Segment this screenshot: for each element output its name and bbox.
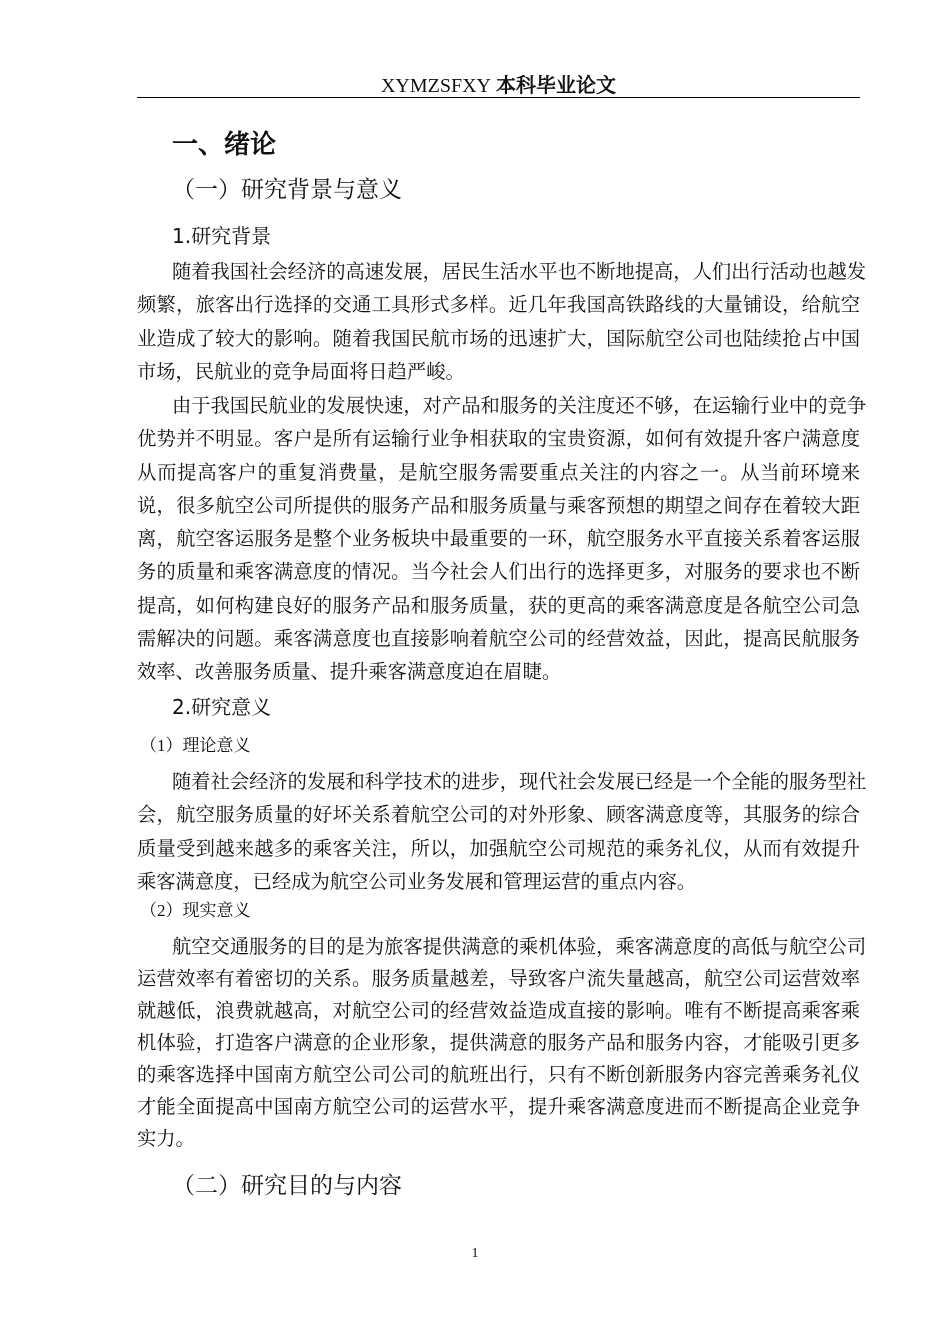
paragraph-background-2 — [137, 390, 867, 690]
text-line: 从而提高客户的重复消费量，是航空服务需要重点关注的内容之一。从当前环境来 — [137, 462, 860, 484]
text-line: 业造成了较大的影响。随着我国民航市场的迅速扩大，国际航空公司也陆续抢占中国 — [137, 328, 860, 350]
text-line: 航空交通服务的目的是为旅客提供满意的乘机体验，乘客满意度的高低与航空公司 — [172, 937, 867, 958]
text-line: 优势并不明显。客户是所有运输行业争相获取的宝贵资源，如何有效提升客户满意度 — [137, 429, 860, 451]
header-title: 本科毕业论文 — [496, 73, 617, 97]
text-line: 就越低，浪费就越高，对航空公司的经营效益造成直接的影响。唯有不断提高乘客乘 — [137, 1001, 860, 1022]
text-line: 市场，民航业的竞争局面将日趋严峻。 — [137, 361, 465, 383]
text-line: 由于我国民航业的发展快速，对产品和服务的关注度还不够，在运输行业中的竞争 — [172, 396, 867, 417]
text-line: 务的质量和乘客满意度的情况。当今社会人们出行的选择更多，对服务的要求也不断 — [137, 562, 860, 584]
chapter-heading: 一、绪论 — [172, 130, 277, 160]
text-line: 才能全面提高中国南方航空公司的运营水平，提升乘客满意度进而不断提高企业竞争 — [137, 1097, 860, 1118]
section-heading-2: （二）研究目的与内容 — [172, 1173, 402, 1199]
theory-significance-heading: （1）理论意义 — [140, 736, 251, 755]
subsection-heading-background: 1.研究背景 — [172, 224, 272, 248]
paragraph-reality — [137, 932, 867, 1156]
section-heading-1: （一）研究背景与意义 — [172, 177, 402, 203]
paragraph-background-1 — [137, 256, 867, 389]
reality-significance-heading: （2）现实意义 — [140, 901, 251, 920]
header-school-code: XYMZSFXY — [380, 75, 492, 97]
text-line: 说，很多航空公司所提供的服务产品和服务质量与乘客预想的期望之间存在着较大距 — [137, 495, 860, 517]
subsection-heading-significance: 2.研究意义 — [172, 695, 272, 719]
text-line: 随着我国社会经济的高速发展，居民生活水平也不断地提高，人们出行活动也越发 — [172, 262, 867, 283]
text-line: 机体验，打造客户满意的企业形象，提供满意的服务产品和服务内容，才能吸引更多 — [137, 1033, 860, 1054]
text-line: 效率、改善服务质量、提升乘客满意度迫在眉睫。 — [137, 662, 562, 684]
text-line: 频繁，旅客出行选择的交通工具形式多样。近几年我国高铁路线的大量铺设，给航空 — [137, 295, 860, 317]
text-line: 质量受到越来越多的乘客关注，所以，加强航空公司规范的乘务礼仪，从而有效提升 — [137, 838, 860, 860]
text-line: 的乘客选择中国南方航空公司公司的航班出行，只有不断创新服务内容完善乘务礼仪 — [137, 1065, 860, 1086]
page-number: 1 — [471, 1246, 479, 1261]
header-rule — [137, 97, 860, 98]
text-line: 随着社会经济的发展和科学技术的进步，现代社会发展已经是一个全能的服务型社 — [172, 772, 867, 793]
text-line: 需解决的问题。乘客满意度也直接影响着航空公司的经营效益，因此，提高民航服务 — [137, 629, 860, 651]
text-line: 实力。 — [137, 1129, 195, 1150]
paragraph-theory — [137, 766, 867, 899]
text-line: 运营效率有着密切的关系。服务质量越差，导致客户流失量越高，航空公司运营效率 — [137, 969, 860, 990]
text-line: 提高，如何构建良好的服务产品和服务质量，获的更高的乘客满意度是各航空公司急 — [137, 595, 860, 617]
text-line: 会，航空服务质量的好坏关系着航空公司的对外形象、顾客满意度等，其服务的综合 — [137, 805, 860, 827]
text-line: 乘客满意度，已经成为航空公司业务发展和管理运营的重点内容。 — [137, 871, 697, 893]
text-line: 离，航空客运服务是整个业务板块中最重要的一环，航空服务水平直接关系着客运服 — [137, 529, 860, 551]
